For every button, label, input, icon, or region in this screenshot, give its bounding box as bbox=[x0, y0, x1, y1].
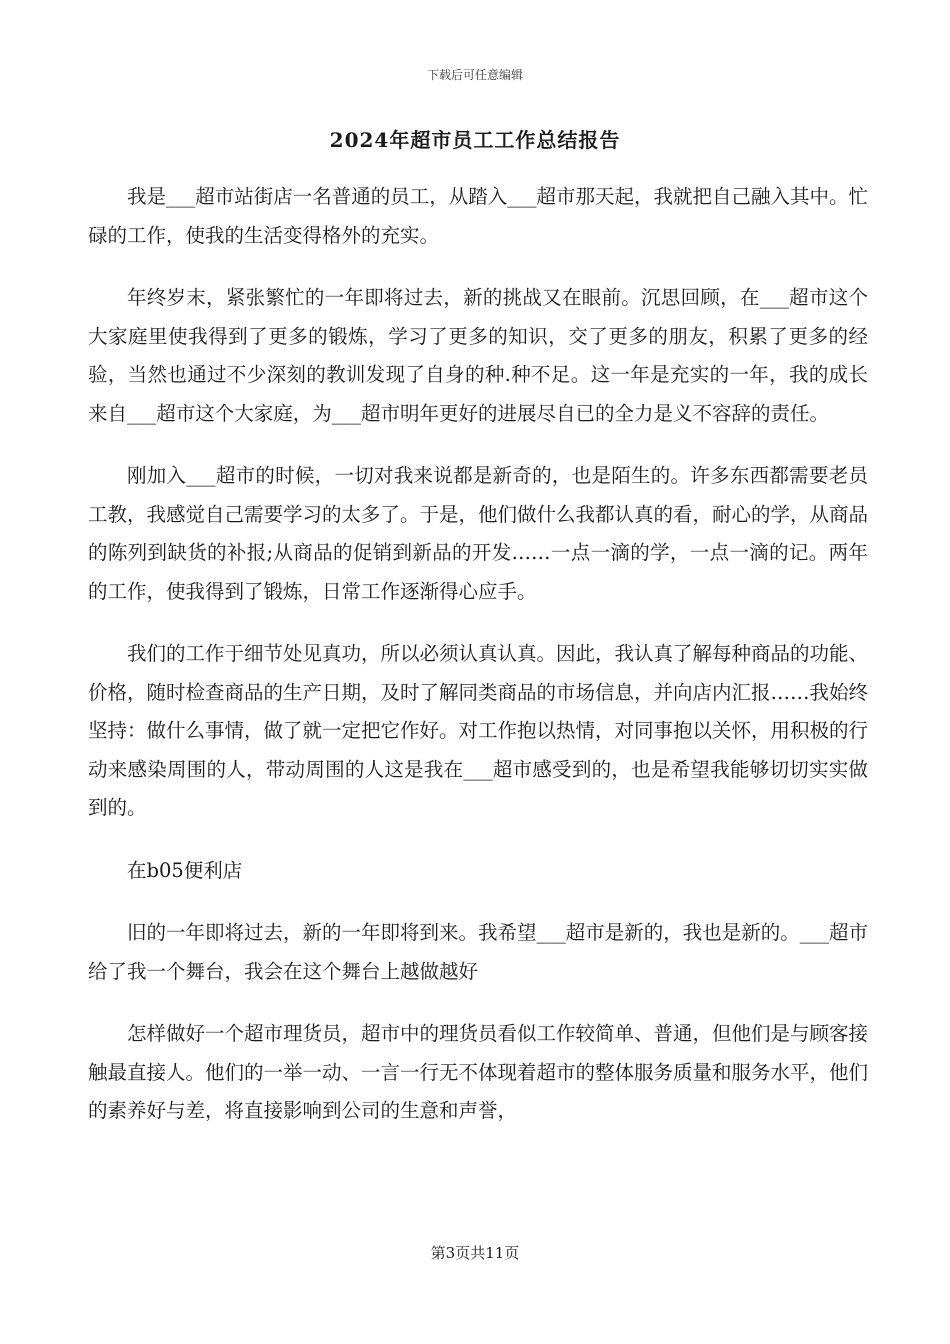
document-title: 2024年超市员工工作总结报告 bbox=[329, 128, 621, 152]
paragraph-5: 在b05便利店 bbox=[127, 858, 243, 882]
document-body bbox=[88, 178, 868, 1155]
paragraph-6: 旧的一年即将过去，新的一年即将到来。我希望___超市是新的，我也是新的。___超市给了我一个舞台，我会在这个舞台上越做越好 bbox=[88, 921, 869, 983]
page-number: 第3页共11页 bbox=[430, 1244, 520, 1262]
paragraph-7: 怎样做好一个超市理货员，超市中的理货员看似工作较简单、普通，但他们是与顾客接触最直接人。他们的一举一动、一言一行无不体现着超市的整体服务质量和服务水平，他们的素养好与差，将直接影响到公司的生意和声誉， bbox=[88, 1022, 869, 1122]
paragraph-3: 刚加入___超市的时候，一切对我来说都是新奇的，也是陌生的。许多东西都需要老员工教，我感觉自己需要学习的太多了。于是，他们做什么我都认真的看，耐心的学，从商品的陈列到缺货的补报;从商品的促销到新品的开发……一点一滴的学，一点一滴的记。两年的工作，使我得到了锻炼，日常工作逐渐得心应手。 bbox=[88, 464, 869, 603]
header-note: 下载后可任意编辑 bbox=[426, 68, 523, 82]
paragraph-4: 我们的工作于细节处见真功，所以必须认真认真。因此，我认真了解每种商品的功能、价格，随时检查商品的生产日期，及时了解同类商品的市场信息，并向店内汇报……我始终坚持：做什么事情，做了就一定把它作好。对工作抱以热情，对同事抱以关怀，用积极的行动来感染周围的人，带动周围的人这是我在___超市感受到的，也是希望我能够切切实实做到的。 bbox=[88, 642, 869, 819]
paragraph-2: 年终岁末，紧张繁忙的一年即将过去，新的挑战又在眼前。沉思回顾，在___超市这个大家庭里使我得到了更多的锻炼，学习了更多的知识，交了更多的朋友，积累了更多的经验，当然也通过不少深刻的教训发现了自身的种.种不足。这一年是充实的一年，我的成长来自___超市这个大家庭，为___超市明年更好的进展尽自已的全力是义不容辞的责任。 bbox=[88, 286, 868, 425]
paragraph-1: 我是___超市站街店一名普通的员工，从踏入___超市那天起，我就把自己融入其中。忙碌的工作，使我的生活变得格外的充实。 bbox=[88, 185, 869, 247]
